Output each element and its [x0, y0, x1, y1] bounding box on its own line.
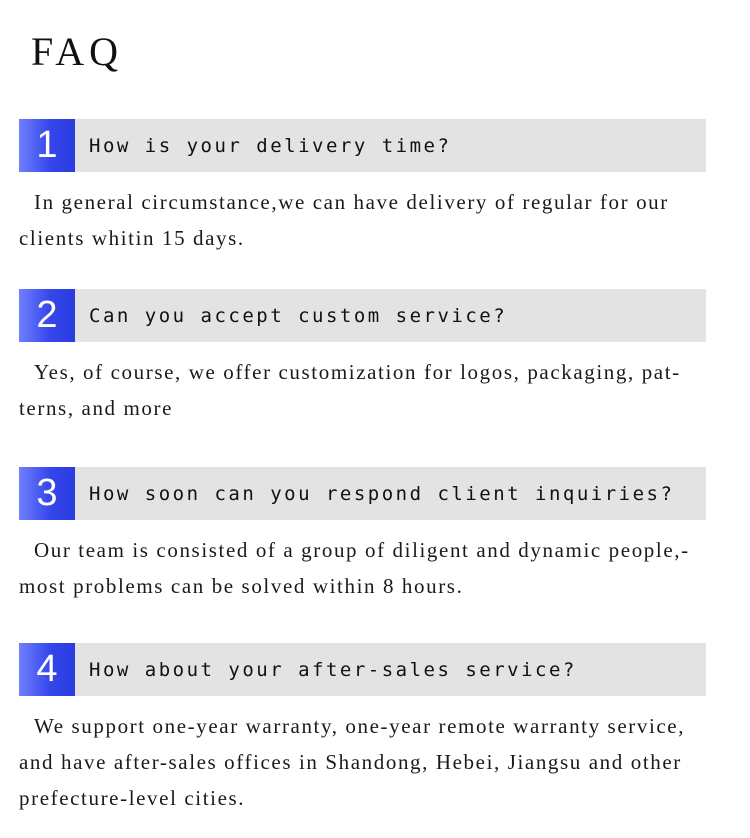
faq-item-4	[19, 643, 706, 816]
question-bar	[19, 289, 706, 342]
question-number: 1	[19, 119, 75, 172]
answer-text: We support one-year warranty, one-year remote warranty service, and have after-sales offices in Shandong, Hebei, Jiangsu and other prefecture-level cities.	[19, 714, 686, 810]
question-text: How is your delivery time?	[89, 134, 452, 157]
question-text: How about your after-sales service?	[89, 658, 577, 681]
question-bar	[19, 119, 706, 172]
question-number: 3	[19, 467, 75, 520]
answer-text: Our team is consisted of a group of diligent and dynamic people,-most problems can be solved within 8 hours.	[19, 538, 690, 598]
question-number: 2	[19, 289, 75, 342]
answer-text: In general circumstance,we can have delivery of regular for our clients whitin 15 days.	[19, 190, 669, 250]
question-bar	[19, 643, 706, 696]
faq-item-2	[19, 289, 706, 426]
faq-item-1	[19, 119, 706, 256]
question-text: How soon can you respond client inquiries?	[89, 482, 675, 505]
answer-text: Yes, of course, we offer customization for logos, packaging, pat-terns, and more	[19, 360, 681, 420]
page-title: FAQ	[31, 29, 124, 74]
faq-item-3	[19, 467, 706, 604]
question-text: Can you accept custom service?	[89, 304, 508, 327]
question-number: 4	[19, 643, 75, 696]
question-bar	[19, 467, 706, 520]
